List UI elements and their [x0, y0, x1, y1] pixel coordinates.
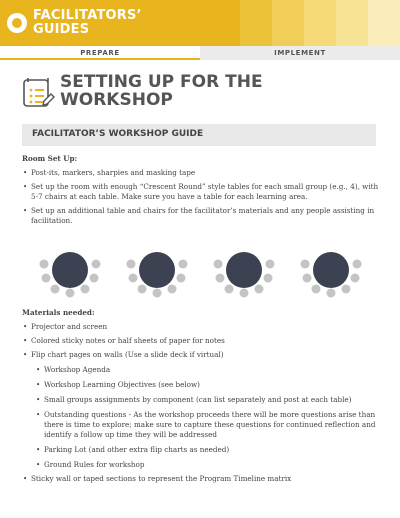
- header-stripe: [368, 0, 400, 46]
- tab-prepare[interactable]: PREPARE: [0, 46, 200, 60]
- table-layout-illustration: [30, 238, 370, 302]
- tab-implement[interactable]: IMPLEMENT: [200, 46, 400, 60]
- chair-icon: [303, 274, 312, 283]
- room-setup-heading: Room Set Up:: [22, 154, 78, 163]
- round-table-1: [40, 252, 101, 298]
- materials-section: [22, 308, 382, 484]
- guide-heading-bar: [22, 124, 376, 146]
- page-title-line-1: SETTING UP FOR THE: [60, 72, 263, 92]
- chair-icon: [264, 274, 273, 283]
- header-stripe: [336, 0, 368, 46]
- round-table-2: [127, 252, 188, 298]
- chair-icon: [342, 285, 351, 294]
- chair-icon: [177, 274, 186, 283]
- materials-heading: Materials needed:: [22, 308, 95, 317]
- chair-icon: [179, 260, 188, 269]
- chair-icon: [216, 274, 225, 283]
- guide-heading: FACILITATOR’S WORKSHOP GUIDE: [32, 129, 204, 139]
- logo-line-1: FACILITATORS’: [33, 8, 142, 23]
- chair-icon: [153, 289, 162, 298]
- chair-icon: [92, 260, 101, 269]
- chair-icon: [90, 274, 99, 283]
- materials-list: [22, 322, 382, 360]
- sub-list-item: • Small groups assignments by component (can list separately and post at each table): [35, 395, 382, 405]
- round-table-4: [301, 252, 362, 298]
- logo-icon: [7, 13, 27, 33]
- chair-icon: [40, 260, 49, 269]
- page-title: [60, 73, 263, 109]
- header-banner: [0, 0, 400, 46]
- materials-list-end: [22, 474, 382, 484]
- room-setup-section: [22, 154, 382, 226]
- chair-icon: [51, 285, 60, 294]
- header-stripe: [304, 0, 336, 46]
- table-icon: [52, 252, 88, 288]
- table-icon: [226, 252, 262, 288]
- chair-icon: [312, 285, 321, 294]
- table-icon: [313, 252, 349, 288]
- header-stripe: [272, 0, 304, 46]
- section-tabs: [0, 46, 400, 60]
- chair-icon: [42, 274, 51, 283]
- page-title-line-2: WORKSHOP: [60, 90, 173, 110]
- chair-icon: [255, 285, 264, 294]
- chair-icon: [266, 260, 275, 269]
- chair-icon: [301, 260, 310, 269]
- flip-chart-sublist: [22, 365, 382, 470]
- chair-icon: [66, 289, 75, 298]
- sub-list-item: • Parking Lot (and other extra flip charts as needed): [35, 445, 382, 455]
- sub-list-item: • Workshop Learning Objectives (see below): [35, 380, 382, 390]
- chair-icon: [129, 274, 138, 283]
- list-item: • Set up an additional table and chairs for the facilitator’s materials and any people assisting in facilitation.: [22, 206, 382, 226]
- chair-icon: [138, 285, 147, 294]
- logo-line-2: GUIDES: [33, 22, 90, 37]
- sub-list-item: • Outstanding questions - As the workshop proceeds there will be more questions arise than there is time to explore; make sure to capture these questions for continued reflection and identify a follow up time they will be addressed: [35, 410, 382, 440]
- list-item: • Colored sticky notes or half sheets of paper for notes: [22, 336, 382, 346]
- document-checklist-icon: [22, 77, 56, 109]
- chair-icon: [127, 260, 136, 269]
- chair-icon: [240, 289, 249, 298]
- round-table-3: [214, 252, 275, 298]
- table-icon: [139, 252, 175, 288]
- chair-icon: [225, 285, 234, 294]
- room-setup-list: [22, 168, 382, 226]
- list-item: • Flip chart pages on walls (Use a slide deck if virtual): [22, 350, 382, 360]
- chair-icon: [327, 289, 336, 298]
- chair-icon: [81, 285, 90, 294]
- list-item: • Post-its, markers, sharpies and masking tape: [22, 168, 382, 178]
- sub-list-item: • Workshop Agenda: [35, 365, 382, 375]
- chair-icon: [168, 285, 177, 294]
- list-item: • Set up the room with enough “Crescent Round” style tables for each small group (e.g., 4), with 5-7 chairs at each table. Make sure you have a table for each learning area.: [22, 182, 382, 202]
- list-item: • Sticky wall or taped sections to represent the Program Timeline matrix: [22, 474, 382, 484]
- logo-text: [33, 9, 142, 37]
- chair-icon: [353, 260, 362, 269]
- sub-list-item: • Ground Rules for workshop: [35, 460, 382, 470]
- chair-icon: [351, 274, 360, 283]
- header-stripe: [240, 0, 272, 46]
- list-item: • Projector and screen: [22, 322, 382, 332]
- chair-icon: [214, 260, 223, 269]
